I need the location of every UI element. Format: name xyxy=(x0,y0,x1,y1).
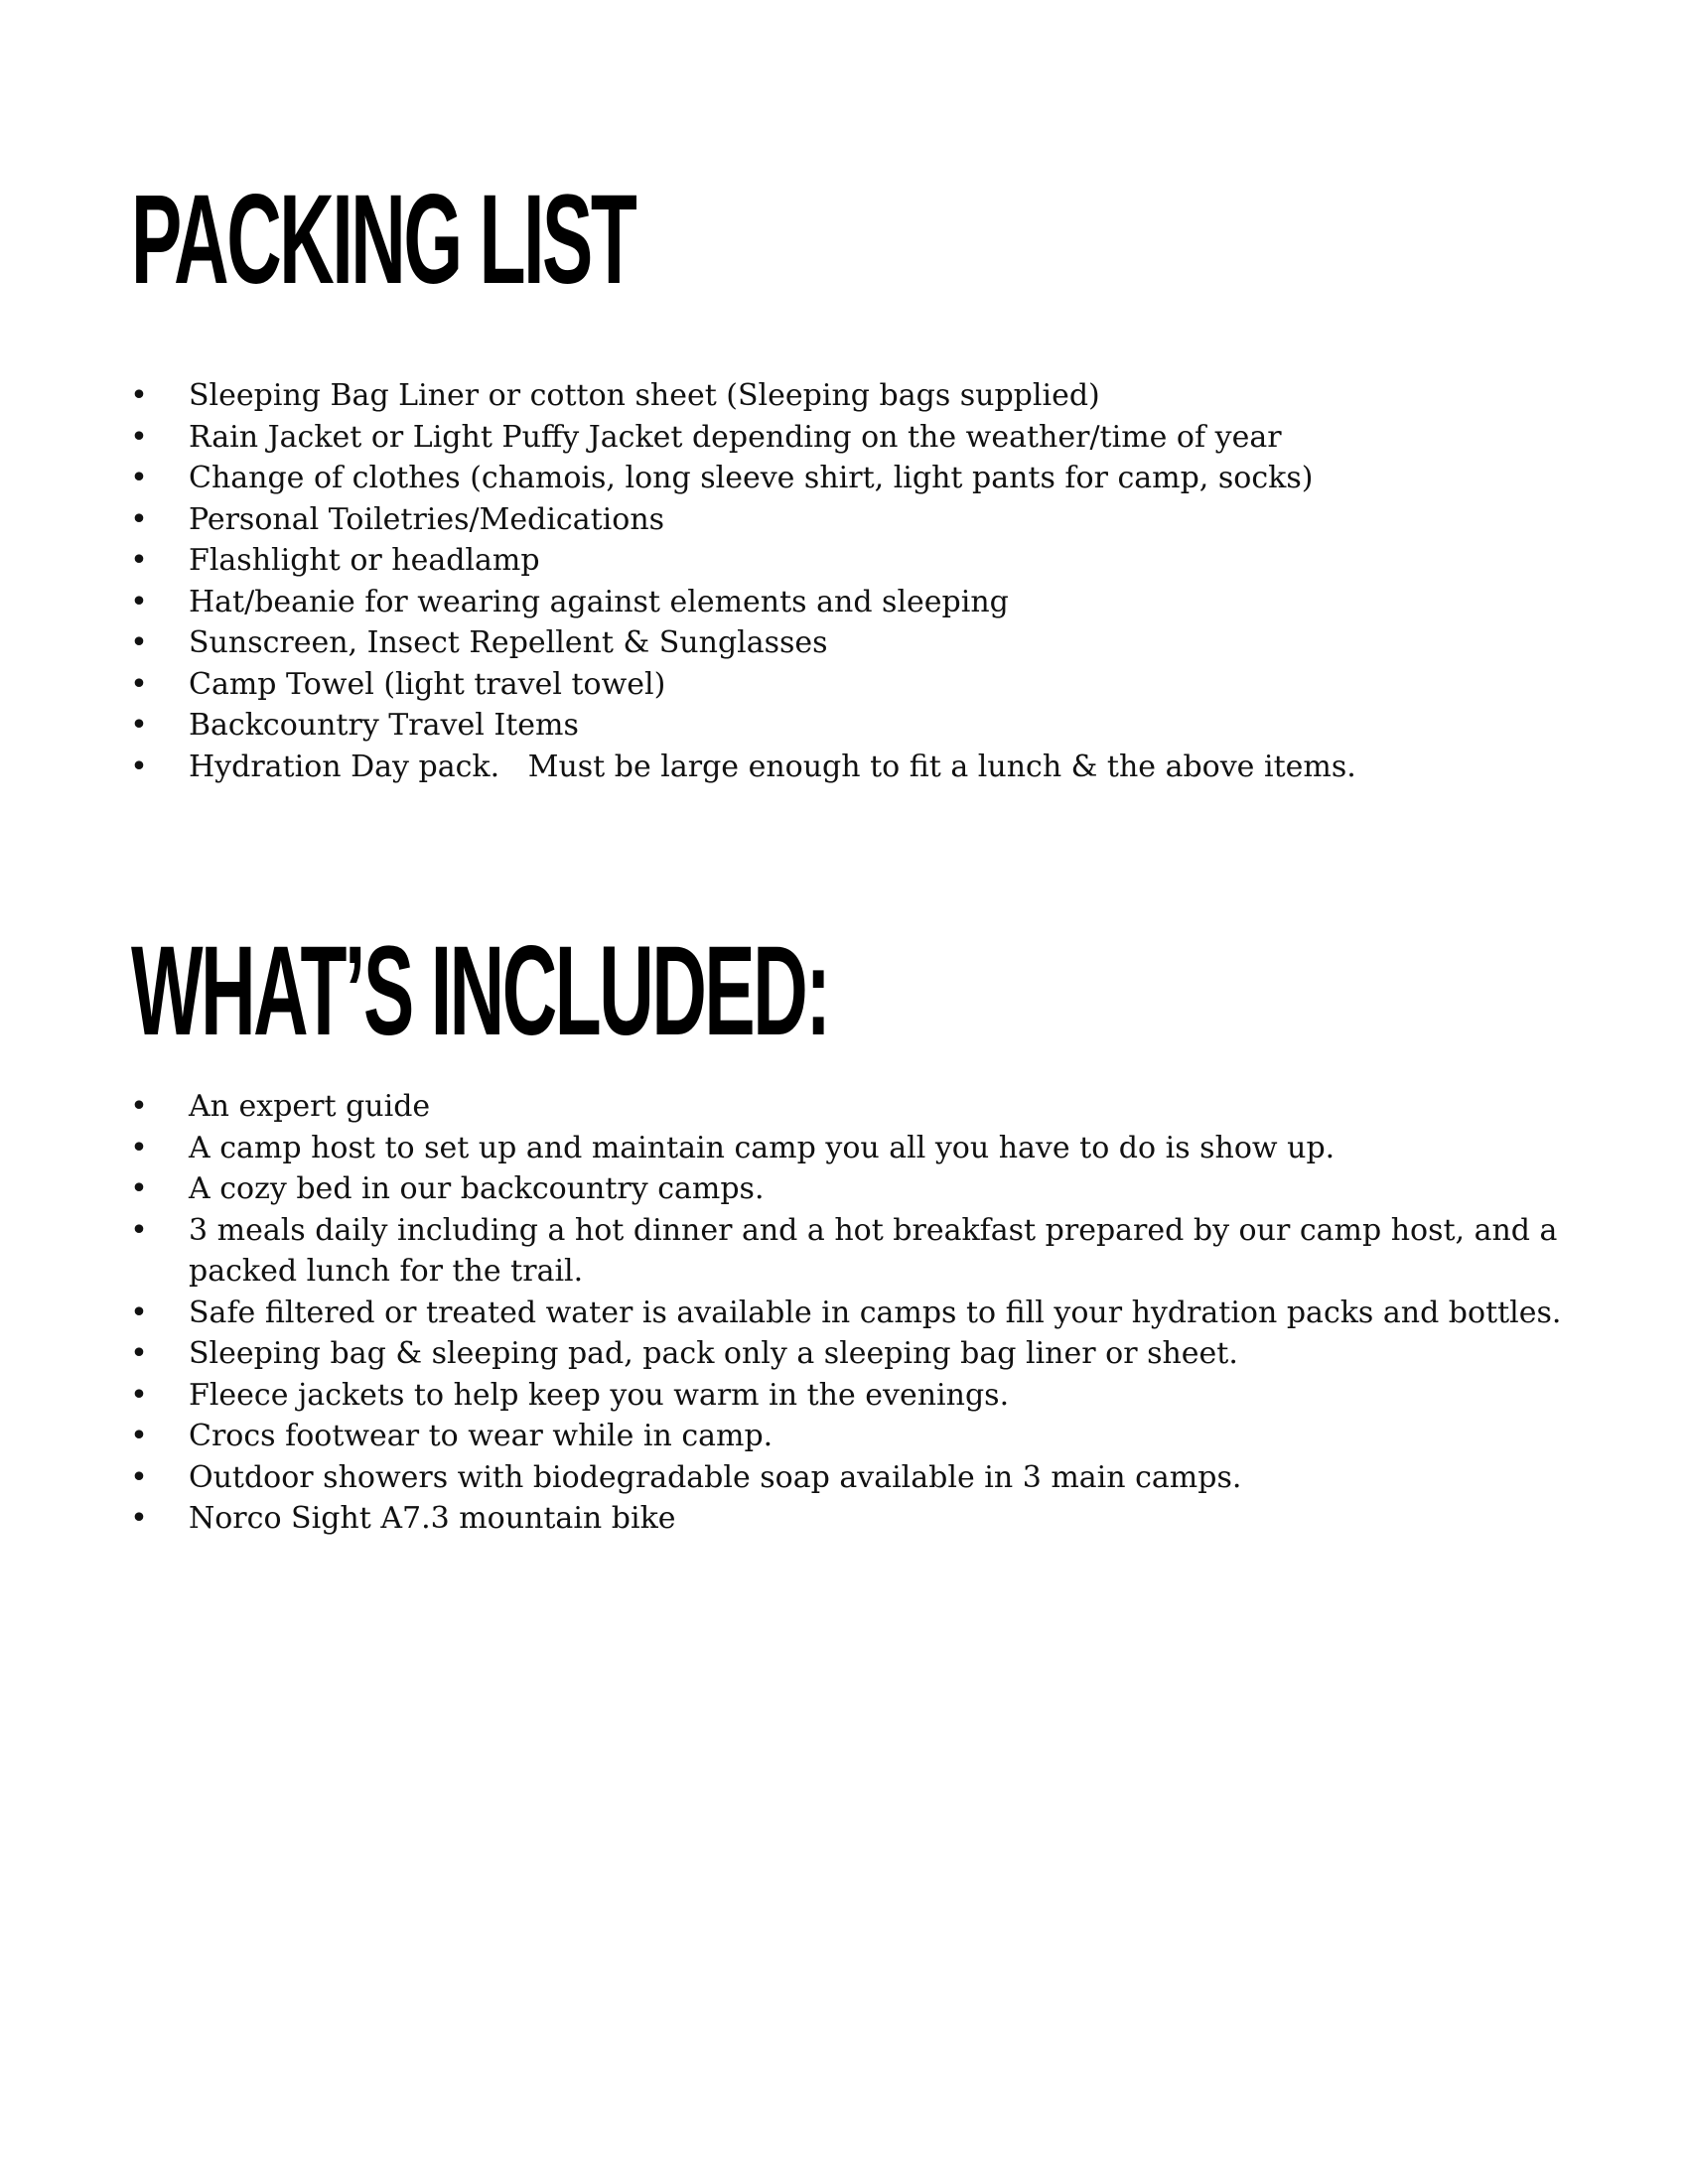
list-item-text: Sleeping Bag Liner or cotton sheet (Sleeping bags supplied) xyxy=(189,378,1100,413)
list-item-text: Sleeping bag & sleeping pad, pack only a sleeping bag liner or sheet. xyxy=(189,1336,1238,1371)
list-item-text: Camp Towel (light travel towel) xyxy=(189,666,666,702)
bullet-icon: • xyxy=(130,543,148,578)
list-item-text: Rain Jacket or Light Puffy Jacket depending on the weather/time of year xyxy=(189,419,1282,455)
bullet-icon: • xyxy=(130,1089,148,1124)
bullet-icon: • xyxy=(130,708,148,743)
list-item-text: Personal Toiletries/Medications xyxy=(189,501,665,537)
bullet-icon: • xyxy=(130,1295,148,1330)
list-item-text: A camp host to set up and maintain camp you all you have to do is show up. xyxy=(189,1130,1336,1165)
list-item-text: Flashlight or headlamp xyxy=(189,543,540,578)
bullet-icon: • xyxy=(130,1212,148,1248)
list-item xyxy=(0,1086,1688,1128)
list-item xyxy=(0,1293,1688,1334)
list-item xyxy=(0,664,1688,706)
bullet-icon: • xyxy=(130,749,148,784)
bullet-icon: • xyxy=(130,461,148,495)
list-item xyxy=(0,1168,1688,1210)
bullet-icon: • xyxy=(130,1336,148,1371)
list-item xyxy=(0,705,1688,747)
list-item-text: Crocs footwear to wear while in camp. xyxy=(189,1419,774,1453)
bullet-icon: • xyxy=(130,1459,148,1495)
list-item-text: Norco Sight A7.3 mountain bike xyxy=(189,1501,676,1536)
bullet-icon: • xyxy=(130,1419,148,1453)
list-item xyxy=(0,1498,1688,1540)
list-item xyxy=(0,458,1688,499)
list-item-text: 3 meals daily including a hot dinner and a hot breakfast prepared by our camp host, and a packed lunch for the trail. xyxy=(189,1212,1567,1289)
bullet-icon: • xyxy=(130,378,148,413)
bullet-icon: • xyxy=(130,1501,148,1536)
list-item xyxy=(0,1333,1688,1375)
list-item-text: Safe filtered or treated water is available in camps to fill your hydration packs and bottles. xyxy=(189,1295,1562,1330)
list-item xyxy=(0,1457,1688,1499)
list-item-text: Fleece jackets to help keep you warm in the evenings. xyxy=(189,1377,1010,1413)
list-item-text: Sunscreen, Insect Repellent & Sunglasses xyxy=(189,625,828,660)
whats-included-list xyxy=(0,1086,1688,1540)
list-item-text: Backcountry Travel Items xyxy=(189,708,579,743)
bullet-icon: • xyxy=(130,1171,148,1206)
list-item xyxy=(0,622,1688,664)
bullet-icon: • xyxy=(130,1130,148,1165)
list-item xyxy=(0,1210,1688,1293)
bullet-icon: • xyxy=(130,584,148,619)
list-item xyxy=(0,375,1688,417)
list-item-text: Hat/beanie for wearing against elements and sleeping xyxy=(189,584,1009,619)
list-item-text: An expert guide xyxy=(189,1089,431,1124)
list-item xyxy=(0,582,1688,623)
list-item xyxy=(0,1375,1688,1417)
bullet-icon: • xyxy=(130,625,148,660)
list-item xyxy=(0,1128,1688,1169)
packing-list xyxy=(0,375,1688,787)
bullet-icon: • xyxy=(130,419,148,455)
list-item-text: Hydration Day pack. Must be large enough to fit a lunch & the above items. xyxy=(189,749,1356,784)
list-item-text: A cozy bed in our backcountry camps. xyxy=(189,1171,765,1206)
list-item xyxy=(0,540,1688,582)
list-item xyxy=(0,417,1688,459)
bullet-icon: • xyxy=(130,666,148,702)
packing-list-heading: PACKING LIST xyxy=(131,169,635,311)
whats-included-heading: WHAT’S INCLUDED: xyxy=(131,920,829,1062)
bullet-icon: • xyxy=(130,501,148,537)
list-item-text: Outdoor showers with biodegradable soap available in 3 main camps. xyxy=(189,1459,1242,1495)
list-item-text: Change of clothes (chamois, long sleeve shirt, light pants for camp, socks) xyxy=(189,461,1314,495)
list-item xyxy=(0,1416,1688,1457)
list-item xyxy=(0,499,1688,541)
bullet-icon: • xyxy=(130,1377,148,1413)
list-item xyxy=(0,747,1688,788)
